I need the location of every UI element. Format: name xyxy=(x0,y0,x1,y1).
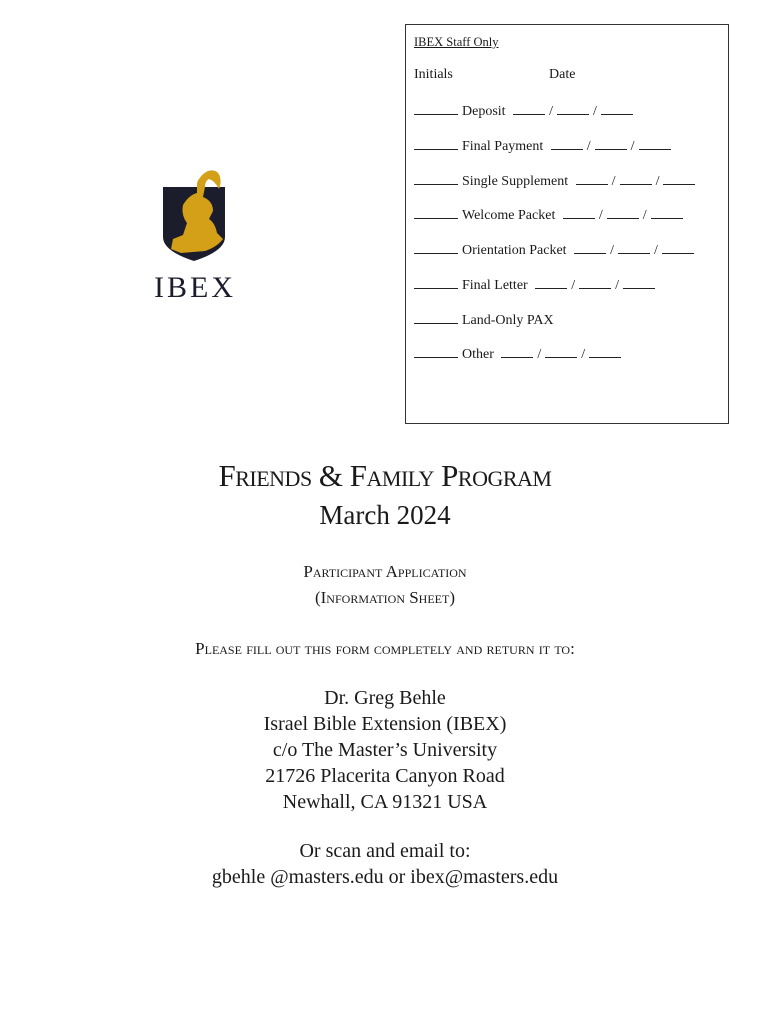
initials-blank[interactable] xyxy=(414,310,458,324)
month-blank[interactable] xyxy=(513,101,545,115)
initials-blank[interactable] xyxy=(414,171,458,185)
address-street: 21726 Placerita Canyon Road xyxy=(265,765,505,787)
initials-blank[interactable] xyxy=(414,275,458,289)
initials-header: Initials xyxy=(414,67,453,82)
staff-row-label: Land-Only PAX xyxy=(462,313,554,328)
month-blank[interactable] xyxy=(535,275,567,289)
month-blank[interactable] xyxy=(574,240,606,254)
initials-blank[interactable] xyxy=(414,101,458,115)
day-blank[interactable] xyxy=(618,240,650,254)
year-blank[interactable] xyxy=(623,275,655,289)
address-city: Newhall, CA 91321 USA xyxy=(282,791,488,813)
date-header: Date xyxy=(549,67,576,82)
staff-row-label: Final Letter xyxy=(462,278,528,293)
year-blank[interactable] xyxy=(639,136,671,150)
year-blank[interactable] xyxy=(663,171,695,185)
application-subtitle: Participant Application xyxy=(303,562,467,581)
staff-row-orientation-packet: Orientation Packet / / xyxy=(414,240,698,259)
staff-row-welcome-packet: Welcome Packet / / xyxy=(414,205,687,224)
day-blank[interactable] xyxy=(595,136,627,150)
initials-blank[interactable] xyxy=(414,344,458,358)
staff-row-label: Final Payment xyxy=(462,139,544,154)
year-blank[interactable] xyxy=(601,101,633,115)
day-blank[interactable] xyxy=(607,205,639,219)
logo-text: IBEX xyxy=(154,271,236,304)
month-blank[interactable] xyxy=(551,136,583,150)
month-blank[interactable] xyxy=(501,344,533,358)
year-blank[interactable] xyxy=(651,205,683,219)
year-blank[interactable] xyxy=(589,344,621,358)
staff-row-other: Other / / xyxy=(414,344,625,363)
staff-box-title: IBEX Staff Only xyxy=(414,35,499,49)
day-blank[interactable] xyxy=(557,101,589,115)
staff-row-label: Welcome Packet xyxy=(462,208,556,223)
staff-row-label: Single Supplement xyxy=(462,174,569,189)
email-lead-text: Or scan and email to: xyxy=(299,840,471,862)
staff-row-label: Orientation Packet xyxy=(462,243,567,258)
staff-row-label: Deposit xyxy=(462,104,506,119)
initials-blank[interactable] xyxy=(414,136,458,150)
address-name: Dr. Greg Behle xyxy=(324,687,446,709)
staff-row-deposit: Deposit / / xyxy=(414,101,637,120)
information-sheet-subtitle: (Information Sheet) xyxy=(314,588,456,607)
day-blank[interactable] xyxy=(620,171,652,185)
month-blank[interactable] xyxy=(563,205,595,219)
program-date: March 2024 xyxy=(319,500,451,530)
ibex-shield-icon xyxy=(163,165,225,261)
address-organization: Israel Bible Extension (IBEX) xyxy=(263,713,507,735)
staff-row-final-letter: Final Letter / / xyxy=(414,275,659,294)
month-blank[interactable] xyxy=(576,171,608,185)
program-title: Friends & Family Program xyxy=(218,458,552,493)
staff-row-label: Other xyxy=(462,347,494,362)
email-addresses[interactable]: gbehle @masters.edu or ibex@masters.edu xyxy=(211,866,559,888)
staff-row-single-supplement: Single Supplement / / xyxy=(414,171,699,190)
year-blank[interactable] xyxy=(662,240,694,254)
initials-blank[interactable] xyxy=(414,240,458,254)
staff-row-final-payment: Final Payment / / xyxy=(414,136,675,155)
staff-only-box xyxy=(405,24,729,424)
day-blank[interactable] xyxy=(579,275,611,289)
day-blank[interactable] xyxy=(545,344,577,358)
staff-row-land-only-pax xyxy=(414,310,554,329)
initials-blank[interactable] xyxy=(414,205,458,219)
return-instruction: Please fill out this form completely and return it to: xyxy=(195,639,575,658)
address-care-of: c/o The Master’s University xyxy=(272,739,498,761)
